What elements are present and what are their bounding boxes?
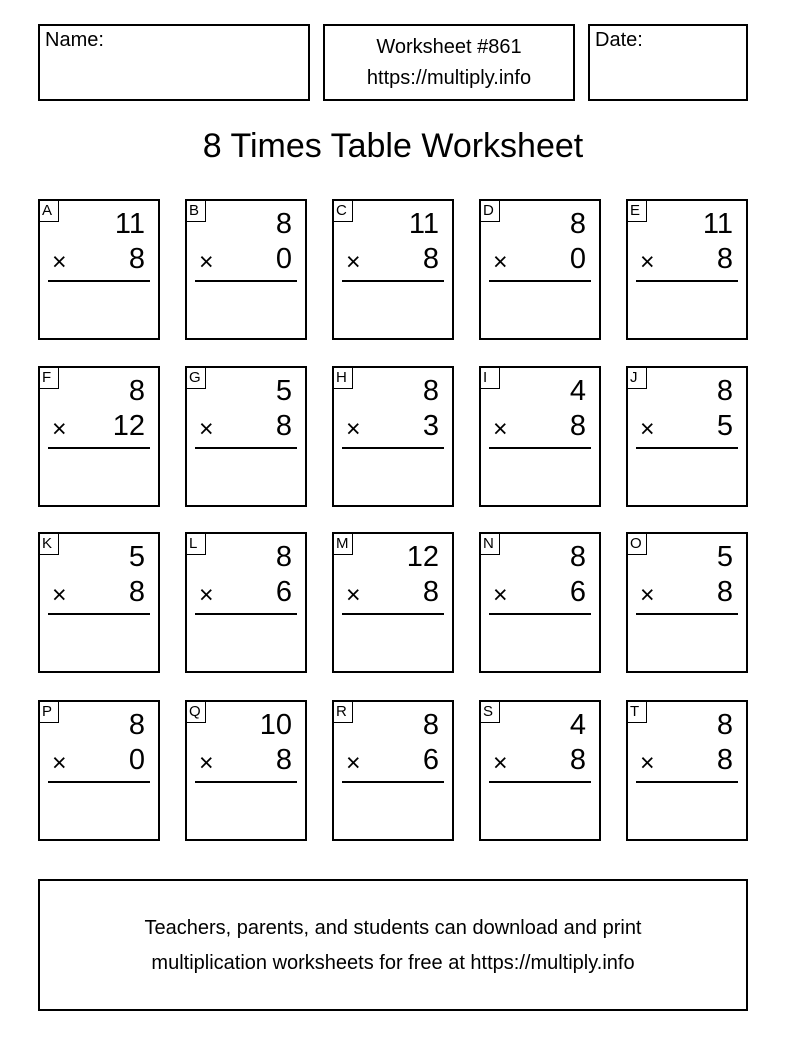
times-sign: ×: [199, 581, 214, 609]
answer-line: [489, 613, 591, 615]
answer-line: [636, 280, 738, 282]
problem-bottom-number: 0: [569, 243, 586, 275]
problem-letter: Q: [187, 702, 206, 723]
problem-top-number: 11: [702, 208, 733, 240]
problem-top-number: 12: [406, 541, 439, 573]
problem-bottom-number: 6: [275, 576, 292, 608]
problem-bottom-number: 0: [275, 243, 292, 275]
times-sign: ×: [199, 749, 214, 777]
problem-card[interactable]: [185, 199, 307, 340]
problem-card[interactable]: [38, 199, 160, 340]
answer-line: [636, 613, 738, 615]
problem-top-number: 8: [275, 541, 292, 573]
answer-line: [48, 280, 150, 282]
problem-letter: D: [481, 201, 500, 222]
problem-card[interactable]: [479, 700, 601, 841]
problem-bottom-number: 3: [422, 410, 439, 442]
answer-line: [636, 781, 738, 783]
answer-line: [48, 613, 150, 615]
problem-top-number: 5: [128, 541, 145, 573]
problem-bottom-number: 6: [422, 744, 439, 776]
problem-bottom-number: 8: [422, 243, 439, 275]
problem-top-number: 11: [408, 208, 439, 240]
times-sign: ×: [52, 415, 67, 443]
problem-letter: T: [628, 702, 647, 723]
problem-bottom-number: 8: [716, 243, 733, 275]
answer-line: [195, 781, 297, 783]
problem-top-number: 8: [128, 709, 145, 741]
problem-top-number: 8: [275, 208, 292, 240]
worksheet-url: https://multiply.info: [366, 67, 532, 89]
times-sign: ×: [640, 581, 655, 609]
problem-bottom-number: 8: [422, 576, 439, 608]
problem-card[interactable]: [479, 366, 601, 507]
problem-card[interactable]: [38, 366, 160, 507]
answer-line: [342, 613, 444, 615]
problem-card[interactable]: [185, 366, 307, 507]
problem-card[interactable]: [626, 532, 748, 673]
problem-letter: A: [40, 201, 59, 222]
problem-top-number: 5: [275, 375, 292, 407]
worksheet-number: Worksheet #861: [376, 36, 522, 58]
date-field-box[interactable]: [588, 24, 748, 101]
problem-bottom-number: 8: [275, 744, 292, 776]
answer-line: [342, 447, 444, 449]
problem-card[interactable]: [332, 700, 454, 841]
answer-line: [195, 280, 297, 282]
problem-card[interactable]: [185, 700, 307, 841]
problem-top-number: 8: [569, 541, 586, 573]
problem-letter: P: [40, 702, 59, 723]
problem-top-number: 8: [422, 709, 439, 741]
problem-letter: I: [481, 368, 500, 389]
problem-letter: N: [481, 534, 500, 555]
page-title: 8 Times Table Worksheet: [202, 127, 584, 165]
answer-line: [636, 447, 738, 449]
problem-letter: J: [628, 368, 647, 389]
problem-bottom-number: 8: [128, 576, 145, 608]
problem-top-number: 10: [259, 709, 292, 741]
problem-card[interactable]: [626, 700, 748, 841]
problem-letter: E: [628, 201, 647, 222]
answer-line: [489, 447, 591, 449]
problem-bottom-number: 8: [716, 576, 733, 608]
problem-letter: B: [187, 201, 206, 222]
times-sign: ×: [493, 415, 508, 443]
problem-top-number: 11: [114, 208, 145, 240]
answer-line: [489, 280, 591, 282]
times-sign: ×: [493, 581, 508, 609]
problem-top-number: 8: [569, 208, 586, 240]
times-sign: ×: [346, 415, 361, 443]
times-sign: ×: [346, 248, 361, 276]
times-sign: ×: [346, 749, 361, 777]
name-label: Name:: [45, 29, 104, 51]
problem-card[interactable]: [332, 199, 454, 340]
problem-card[interactable]: [626, 366, 748, 507]
problem-letter: K: [40, 534, 59, 555]
times-sign: ×: [493, 749, 508, 777]
answer-line: [342, 280, 444, 282]
problem-card[interactable]: [38, 700, 160, 841]
footer-text-line-1: Teachers, parents, and students can download and print: [144, 917, 642, 939]
problem-top-number: 8: [716, 375, 733, 407]
problem-bottom-number: 12: [112, 410, 145, 442]
problem-letter: H: [334, 368, 353, 389]
problem-card[interactable]: [185, 532, 307, 673]
answer-line: [195, 613, 297, 615]
times-sign: ×: [199, 415, 214, 443]
answer-line: [48, 781, 150, 783]
problem-letter: S: [481, 702, 500, 723]
times-sign: ×: [640, 415, 655, 443]
problem-bottom-number: 8: [275, 410, 292, 442]
problem-top-number: 8: [422, 375, 439, 407]
name-field-box[interactable]: [38, 24, 310, 101]
problem-letter: C: [334, 201, 353, 222]
footer-box: [38, 879, 748, 1011]
answer-line: [342, 781, 444, 783]
date-label: Date:: [595, 29, 643, 51]
problem-card[interactable]: [479, 532, 601, 673]
problem-letter: L: [187, 534, 206, 555]
problem-top-number: 8: [128, 375, 145, 407]
problem-top-number: 4: [569, 709, 586, 741]
problem-letter: O: [628, 534, 647, 555]
problem-card[interactable]: [332, 366, 454, 507]
times-sign: ×: [52, 581, 67, 609]
problem-card[interactable]: [38, 532, 160, 673]
problem-top-number: 5: [716, 541, 733, 573]
times-sign: ×: [346, 581, 361, 609]
problem-bottom-number: 8: [569, 410, 586, 442]
times-sign: ×: [52, 749, 67, 777]
answer-line: [48, 447, 150, 449]
problem-top-number: 8: [716, 709, 733, 741]
times-sign: ×: [640, 749, 655, 777]
problem-letter: F: [40, 368, 59, 389]
problem-bottom-number: 8: [569, 744, 586, 776]
times-sign: ×: [52, 248, 67, 276]
answer-line: [489, 781, 591, 783]
problem-letter: R: [334, 702, 353, 723]
problem-top-number: 4: [569, 375, 586, 407]
problem-card[interactable]: [626, 199, 748, 340]
problem-bottom-number: 0: [128, 744, 145, 776]
worksheet-info-box: [323, 24, 575, 101]
problem-card[interactable]: [332, 532, 454, 673]
times-sign: ×: [199, 248, 214, 276]
problem-bottom-number: 8: [128, 243, 145, 275]
problem-bottom-number: 6: [569, 576, 586, 608]
times-sign: ×: [493, 248, 508, 276]
problem-bottom-number: 5: [716, 410, 733, 442]
problem-card[interactable]: [479, 199, 601, 340]
problem-bottom-number: 8: [716, 744, 733, 776]
answer-line: [195, 447, 297, 449]
times-sign: ×: [640, 248, 655, 276]
footer-text-line-2: multiplication worksheets for free at https://multiply.info: [151, 952, 635, 974]
problem-letter: G: [187, 368, 206, 389]
problem-letter: M: [334, 534, 353, 555]
